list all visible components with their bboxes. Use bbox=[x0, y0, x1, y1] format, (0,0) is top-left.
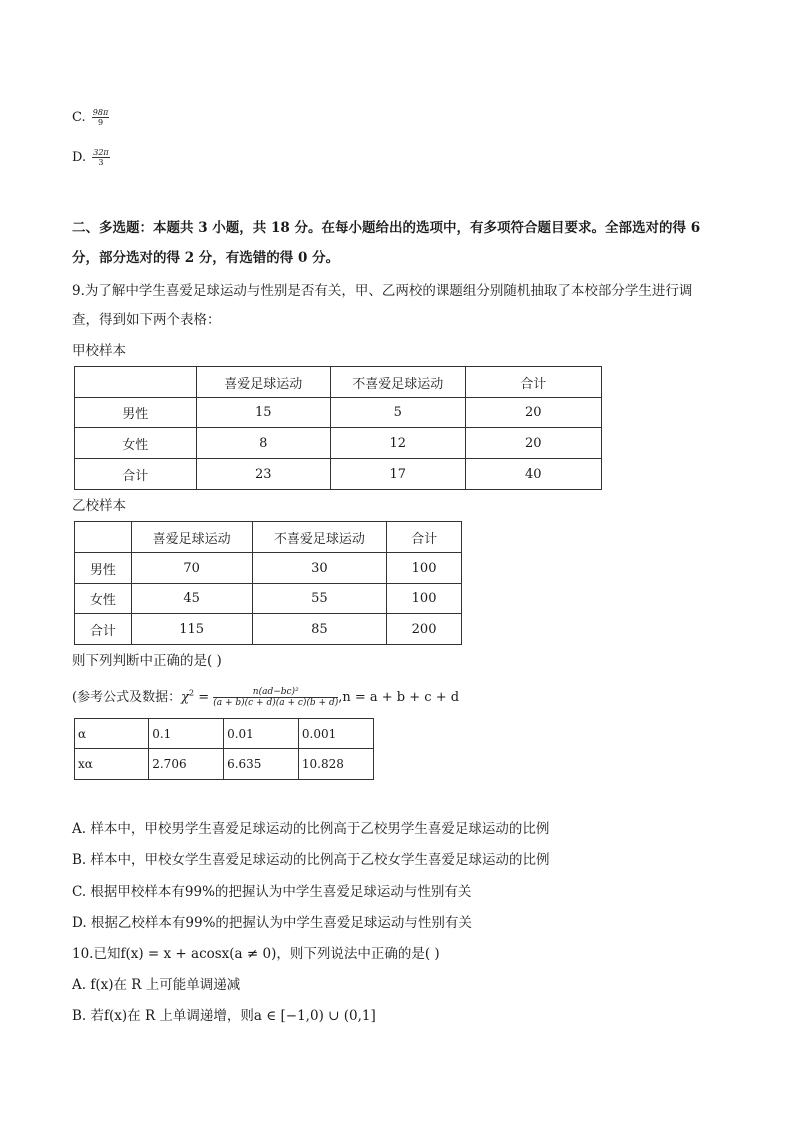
table-row bbox=[75, 553, 462, 584]
section-text: 分，部分选对的得 bbox=[72, 250, 185, 266]
option-c bbox=[72, 108, 109, 127]
fraction bbox=[92, 108, 109, 127]
table-cell: 17 bbox=[331, 459, 465, 490]
section-text: 分。 bbox=[307, 250, 340, 266]
table-cell: 喜爱足球运动 bbox=[196, 367, 330, 398]
section-text: 小题，共 bbox=[207, 220, 272, 236]
option-d bbox=[72, 148, 110, 167]
table-b-title: 乙校样本 bbox=[72, 498, 126, 514]
table-row bbox=[75, 398, 602, 428]
table-cell: 6.635 bbox=[224, 749, 299, 780]
numerator: n(ad−bc)² bbox=[213, 687, 338, 698]
table-cell: 0.1 bbox=[149, 719, 224, 749]
table-row bbox=[75, 428, 602, 459]
table-cell: 100 bbox=[387, 584, 462, 614]
formula-suffix: ,n = a + b + c + d bbox=[338, 690, 460, 705]
option-letter: D. bbox=[72, 150, 87, 165]
numerator: 98π bbox=[92, 108, 109, 117]
denominator: 9 bbox=[97, 118, 104, 127]
q10-choice-a: A. f(x)在 R 上可能单调递减 bbox=[72, 977, 241, 993]
table-cell: 0.01 bbox=[224, 719, 299, 749]
choice-d: D. 根据乙校样本有99%的把握认为中学生喜爱足球运动与性别有关 bbox=[72, 915, 472, 931]
q10-stem: 10.已知f(x) = x + acosx(a ≠ 0)，则下列说法中正确的是( ) bbox=[72, 946, 440, 962]
choice-c: C. 根据甲校样本有99%的把握认为中学生喜爱足球运动与性别有关 bbox=[72, 884, 472, 900]
table-row bbox=[75, 749, 374, 780]
table-row bbox=[75, 459, 602, 490]
chi-symbol: χ bbox=[181, 690, 189, 705]
denominator: 3 bbox=[98, 158, 104, 167]
section-num: 0 bbox=[298, 250, 308, 266]
table-cell: 8 bbox=[196, 428, 330, 459]
table-cell bbox=[75, 522, 132, 553]
section-header-line1 bbox=[72, 218, 700, 238]
table-cell: 合计 bbox=[465, 367, 602, 398]
chi-exponent: 2 bbox=[188, 688, 195, 698]
q9-question: 则下列判断中正确的是( ) bbox=[72, 653, 222, 669]
section-num: 3 bbox=[198, 220, 208, 236]
table-cell: 23 bbox=[196, 459, 330, 490]
table-cell: 不喜爱足球运动 bbox=[252, 522, 387, 553]
table-cell: 合计 bbox=[75, 459, 197, 490]
formula-prefix: (参考公式及数据： bbox=[72, 690, 182, 705]
table-cell: 200 bbox=[387, 614, 462, 645]
fraction bbox=[92, 148, 109, 167]
reference-table bbox=[74, 718, 374, 780]
table-cell: 女性 bbox=[75, 584, 132, 614]
table-cell: 115 bbox=[131, 614, 252, 645]
table-cell: 男性 bbox=[75, 553, 132, 584]
table-cell: 55 bbox=[252, 584, 387, 614]
table-cell: 20 bbox=[465, 398, 602, 428]
table-cell: 2.706 bbox=[149, 749, 224, 780]
table-cell: 女性 bbox=[75, 428, 197, 459]
reference-formula bbox=[72, 686, 459, 708]
table-cell: 5 bbox=[331, 398, 465, 428]
table-cell: 70 bbox=[131, 553, 252, 584]
section-num: 2 bbox=[184, 250, 195, 266]
table-b bbox=[74, 521, 462, 645]
table-row bbox=[75, 522, 462, 553]
table-cell: 20 bbox=[465, 428, 602, 459]
table-cell: 15 bbox=[196, 398, 330, 428]
section-num: 6 bbox=[690, 220, 701, 236]
formula-fraction bbox=[213, 687, 338, 708]
section-num: 18 bbox=[271, 220, 290, 236]
table-cell: 0.001 bbox=[298, 719, 373, 749]
table-cell: 合计 bbox=[387, 522, 462, 553]
choice-b: B. 样本中，甲校女学生喜爱足球运动的比例高于乙校女学生喜爱足球运动的比例 bbox=[72, 852, 550, 868]
table-cell: 40 bbox=[465, 459, 602, 490]
table-cell: 10.828 bbox=[298, 749, 373, 780]
table-cell: 100 bbox=[387, 553, 462, 584]
q10-choice-b: B. 若f(x)在 R 上单调递增，则a ∈ [−1,0) ∪ (0,1] bbox=[72, 1008, 376, 1024]
table-row bbox=[75, 367, 602, 398]
section-header-line2 bbox=[72, 248, 339, 268]
table-cell: 85 bbox=[252, 614, 387, 645]
table-cell: 喜爱足球运动 bbox=[131, 522, 252, 553]
table-cell: 男性 bbox=[75, 398, 197, 428]
q9-stem-line2: 查，得到如下两个表格： bbox=[72, 312, 221, 328]
option-letter: C. bbox=[72, 110, 86, 125]
table-cell: 45 bbox=[131, 584, 252, 614]
table-cell: 不喜爱足球运动 bbox=[331, 367, 465, 398]
equals-sign: = bbox=[194, 690, 214, 705]
table-cell: α bbox=[75, 719, 149, 749]
table-cell: 30 bbox=[252, 553, 387, 584]
table-a-title: 甲校样本 bbox=[72, 343, 126, 359]
choice-a: A. 样本中，甲校男学生喜爱足球运动的比例高于乙校男学生喜爱足球运动的比例 bbox=[72, 821, 550, 837]
section-text: 分，有选错的得 bbox=[194, 250, 299, 266]
table-cell bbox=[75, 367, 197, 398]
numerator: 32π bbox=[93, 148, 109, 157]
table-a bbox=[74, 366, 602, 490]
section-text: 分。在每小题给出的选项中，有多项符合题目要求。全部选对的得 bbox=[289, 220, 691, 236]
denominator: (a + b)(c + d)(a + c)(b + d) bbox=[213, 698, 339, 708]
table-cell: 合计 bbox=[75, 614, 132, 645]
table-cell: xα bbox=[75, 749, 149, 780]
table-row bbox=[75, 719, 374, 749]
section-text: 二、多选题：本题共 bbox=[72, 220, 199, 236]
table-cell: 12 bbox=[331, 428, 465, 459]
q9-stem-line1: 9.为了解中学生喜爱足球运动与性别是否有关，甲、乙两校的课题组分别随机抽取了本校部分学生进行调 bbox=[72, 283, 693, 299]
table-row bbox=[75, 614, 462, 645]
table-row bbox=[75, 584, 462, 614]
